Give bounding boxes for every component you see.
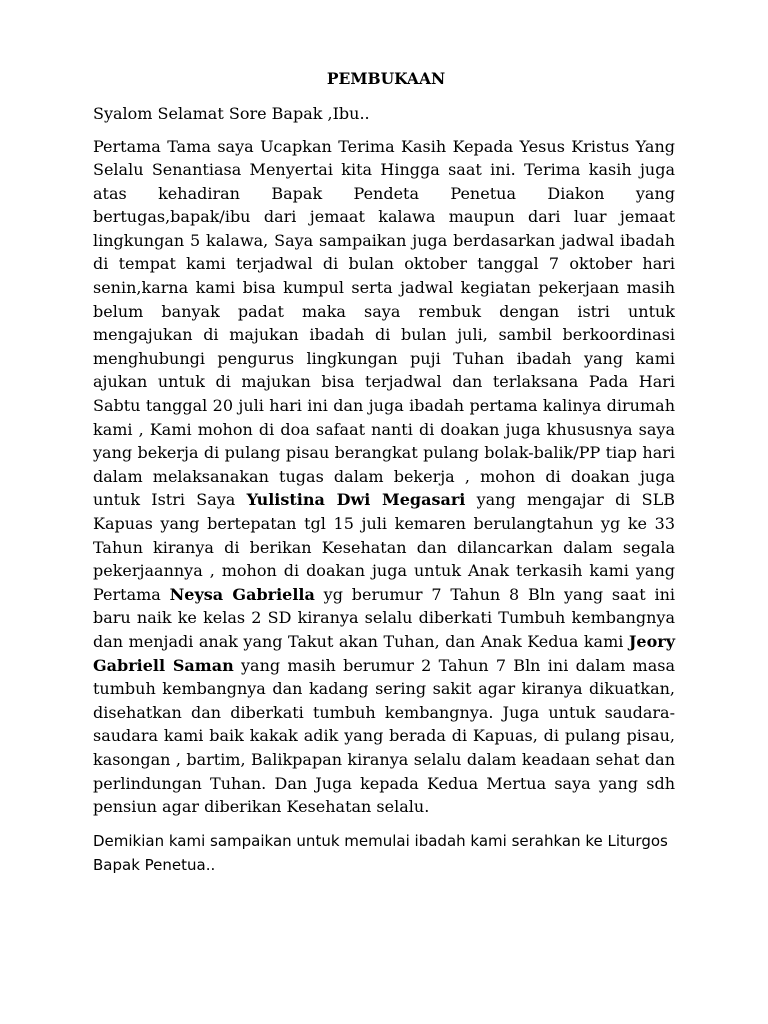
body-text-4: yang masih berumur 2 Tahun 7 Bln ini dalam masa tumbuh kembangnya dan kadang sering sakit agar kiranya dikuatkan, disehatkan dan diberkati tumbuh kembangnya. Juga untuk saudara-saudara kami baik kakak adik yang berada di Kapuas, di pulang pisau, kasongan , bartim, Balikpapan kiranya selalu dalam keadaan sehat dan perlindungan Tuhan. Dan Juga kepada Kedua Mertua saya yang sdh pensiun agar diberikan Kesehatan selalu. — [93, 655, 675, 817]
body-text-2: yang mengajar di SLB Kapuas yang bertepatan tgl 15 juli kemaren berulangtahun yg ke 33 Tahun kiranya di berikan Kesehatan dan dilancarkan dalam segala pekerjaannya , mohon di doakan juga untuk Anak terkasih kami yang Pertama — [93, 490, 676, 604]
body-text-1: Pertama Tama saya Ucapkan Terima Kasih Kepada Yesus Kristus Yang Selalu Senantiasa Menyertai kita Hingga saat ini. Terima kasih juga atas kehadiran Bapak Pendeta Penetua Diakon yang bertugas,bapak/ibu dari jemaat kalawa maupun dari luar jemaat lingkungan 5 kalawa, Saya sampaikan juga berdasarkan jadwal ibadah di tempat kami terjadwal di bulan oktober tanggal 7 oktober hari senin,karna kami bisa kumpul serta jadwal kegiatan pekerjaan masih belum banyak padat maka saya rembuk dengan istri untuk mengajukan di majukan ibadah di bulan juli, sambil berkoordinasi menghubungi pengurus lingkungan puji Tuhan ibadah yang kami ajukan untuk di majukan bisa terjadwal dan terlaksana Pada Hari Sabtu tanggal 20 juli hari ini dan juga ibadah pertama kalinya dirumah kami , Kami mohon di doa safaat nanti di doakan juga khususnya saya yang bekerja di pulang pisau berangkat pulang bolak-balik/PP tiap hari dalam melaksanakan tugas dalam bekerja , mohon di doakan juga untuk Istri Saya — [93, 136, 675, 510]
body-paragraph — [93, 135, 675, 819]
greeting-line: Syalom Selamat Sore Bapak ,Ibu.. — [93, 104, 370, 123]
closing-paragraph: Demikian kami sampaikan untuk memulai ibadah kami serahkan ke Liturgos Bapak Penetua.. — [93, 831, 668, 874]
document-page — [93, 68, 675, 877]
wife-name: Yulistina Dwi Megasari — [246, 490, 466, 510]
first-child-name: Neysa Gabriella — [169, 584, 315, 604]
body-text-3: yg berumur 7 Tahun 8 Bln yang saat ini baru naik ke kelas 2 SD kiranya selalu diberkati Tumbuh kembangnya dan menjadi anak yang Takut akan Tuhan, dan Anak Kedua kami — [93, 584, 675, 651]
second-child-name: Jeory Gabriell Saman — [93, 631, 675, 675]
document-title: PEMBUKAAN — [326, 69, 446, 88]
